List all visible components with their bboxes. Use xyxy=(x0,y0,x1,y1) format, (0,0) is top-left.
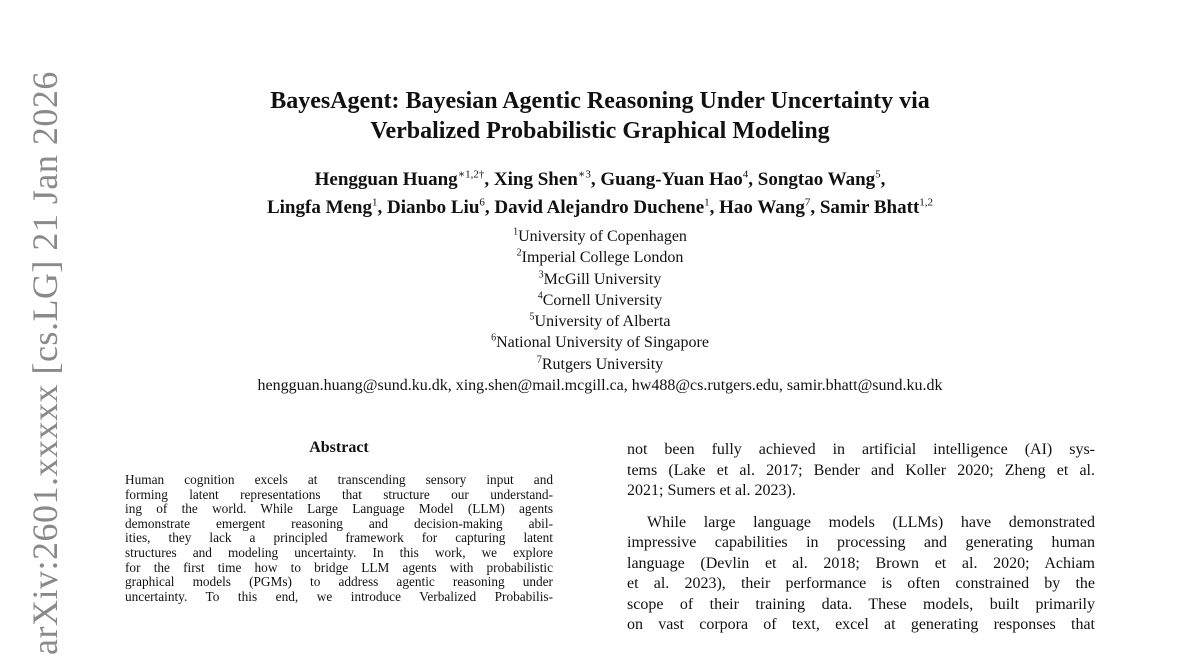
abstract-line: structures and modeling uncertainty. In this work, we explore xyxy=(125,544,553,560)
author-affil-mark: 1,2 xyxy=(919,196,934,209)
author-affil-mark: 6 xyxy=(479,196,485,209)
body-line: impressive capabilities in processing and generating human xyxy=(627,534,1095,551)
author-name: Guang-Yuan Hao xyxy=(600,169,743,190)
paragraph-gap xyxy=(627,502,1095,513)
author-affil-mark: 4 xyxy=(742,168,749,181)
author-emails[interactable]: hengguan.huang@sund.ku.dk, xing.shen@mail.mcgill.ca, hw488@cs.rutgers.edu, samir.bhatt@sund.ku.dk xyxy=(257,377,943,394)
author-affil-mark: 1 xyxy=(704,196,710,209)
author-name: David Alejandro Duchene xyxy=(494,197,705,218)
abstract-line: uncertainty. To this end, we introduce Verbalized Probabilis- xyxy=(125,588,553,604)
author-line-2: Lingfa Meng$^1$, Dianbo Liu$^6$, David Alejandro Duchene$^1$, Hao Wang$^7$, Samir Bhatt$^{1,2}$ xyxy=(266,196,934,218)
affiliation-item: $^1$University of Copenhagen xyxy=(513,226,687,245)
affiliation-list xyxy=(300,226,900,375)
abstract-line: ing of the world. While Large Language Model (LLM) agents xyxy=(125,501,553,517)
abstract-line: graphical models (PGMs) to address agentic reasoning under xyxy=(125,574,553,590)
body-line: scope of their training data. These models, built primarily xyxy=(627,595,1095,613)
abstract-line: ities, they lack a principled framework for capturing latent xyxy=(125,530,553,546)
author-name: Hao Wang xyxy=(719,197,805,218)
author-name: Samir Bhatt xyxy=(819,197,920,218)
affiliation-item: $^3$McGill University xyxy=(538,269,662,288)
author-name: Lingfa Meng xyxy=(266,197,372,218)
affiliation-item: $^5$University of Alberta xyxy=(529,311,671,331)
affiliation-item: $^4$Cornell University xyxy=(537,290,663,309)
affiliation-item: $^7$Rutgers University xyxy=(536,354,664,373)
affiliation-item: $^6$National University of Singapore xyxy=(491,333,709,352)
author-name: Songtao Wang xyxy=(757,169,876,190)
abstract-line: for the first time how to bridge LLM agents with probabilistic xyxy=(125,559,553,575)
title-line-1: BayesAgent: Bayesian Agentic Reasoning Under Uncertainty via xyxy=(270,88,930,114)
abstract-line: forming latent representations that structure our understand- xyxy=(125,486,553,502)
author-affil-mark: ∗1,2† xyxy=(457,168,485,181)
author-affil-mark: ∗3 xyxy=(577,168,591,181)
abstract-heading: Abstract xyxy=(309,439,369,456)
author-affil-mark: 7 xyxy=(804,196,811,209)
affiliation-item: $^2$Imperial College London xyxy=(516,247,684,267)
abstract-line: Human cognition excels at transcending sensory input and xyxy=(125,472,553,487)
abstract-line: demonstrate emergent reasoning and decision-making abil- xyxy=(125,515,553,531)
body-line: not been fully achieved in artificial intelligence (AI) sys- xyxy=(627,441,1095,458)
author-name: Xing Shen xyxy=(493,169,578,190)
body-line: 2021; Sumers et al. 2023). xyxy=(627,482,796,499)
author-line-1: Hengguan Huang$^{∗1,2\dagger}$, Xing Shen$^{∗3}$, Guang-Yuan Hao$^4$, Songtao Wang$^5$, xyxy=(314,168,886,190)
body-line: on vast corpora of text, excel at generating responses that xyxy=(627,616,1095,633)
body-line: While large language models (LLMs) have demonstrated xyxy=(647,513,1095,531)
introduction-text xyxy=(627,440,1095,636)
author-name: Dianbo Liu xyxy=(387,197,480,218)
paper-title xyxy=(150,86,1050,146)
author-affil-mark: 1 xyxy=(372,196,378,209)
body-line: et al. 2023), their performance is often constrained by the xyxy=(627,575,1095,592)
author-list xyxy=(100,166,1100,222)
body-line: language (Devlin et al. 2018; Brown et al. 2020; Achiam xyxy=(627,554,1095,572)
title-line-2: Verbalized Probabilistic Graphical Modeling xyxy=(370,118,830,144)
author-name: Hengguan Huang xyxy=(314,169,458,190)
arxiv-identifier: arXiv:2601.xxxxx [cs.LG] 21 Jan 2026 xyxy=(25,71,65,655)
body-line: tems (Lake et al. 2017; Bender and Koller 2020; Zheng et al. xyxy=(627,461,1095,479)
abstract-text xyxy=(125,473,553,604)
author-affil-mark: 5 xyxy=(875,168,881,181)
